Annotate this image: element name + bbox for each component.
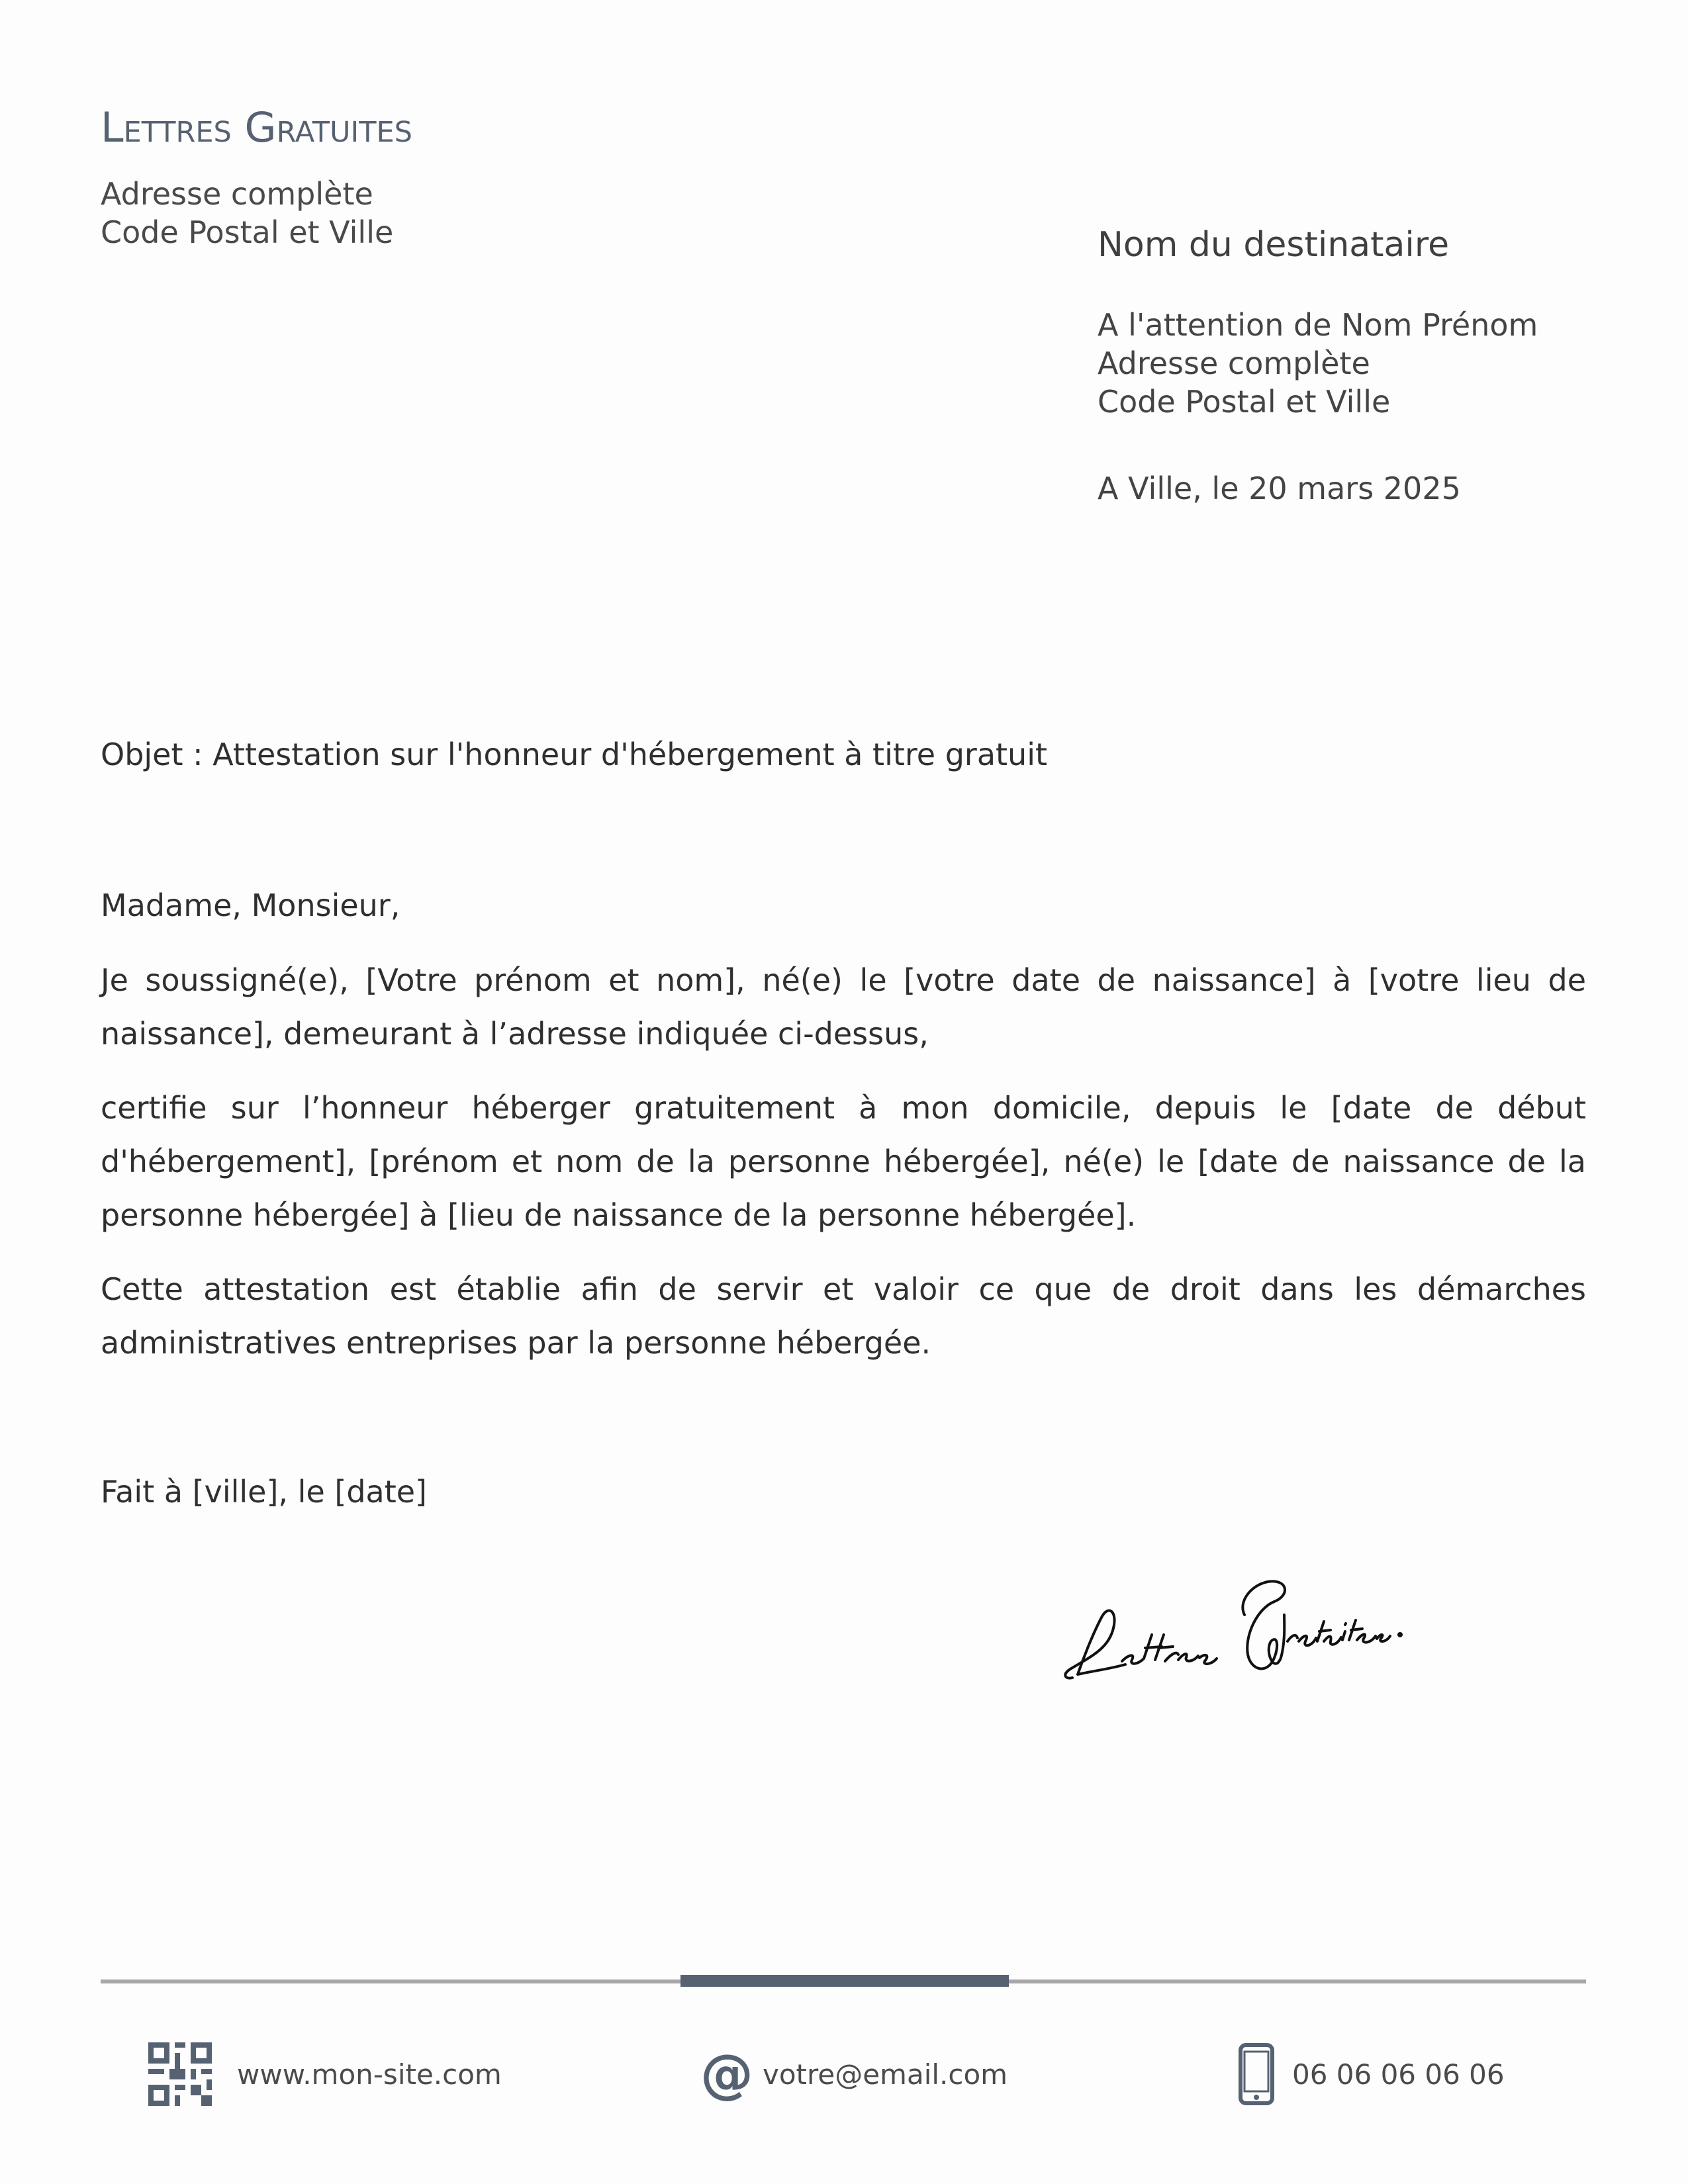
closing-place-date: Fait à [ville], le [date] (101, 1474, 427, 1510)
sender-brand-name: Lettres Gratuites (101, 103, 412, 152)
letter-date: A Ville, le 20 mars 2025 (1098, 471, 1461, 506)
recipient-address: Adresse complète (1098, 345, 1370, 381)
footer-divider-accent (680, 1975, 1009, 1987)
letter-subject: Objet : Attestation sur l'honneur d'hébergement à titre gratuit (101, 737, 1048, 772)
handwritten-signature (1046, 1542, 1417, 1694)
footer-phone-text[interactable]: 06 06 06 06 06 (1292, 2058, 1505, 2091)
smartphone-icon (1238, 2042, 1275, 2106)
body-paragraph-3: Cette attestation est établie afin de servir et valoir ce que de droit dans les démarches administratives entreprises par la personne hébergée. (101, 1271, 1586, 1361)
body-paragraph-2: certifie sur l’honneur héberger gratuitement à mon domicile, depuis le [date de début d'hébergement], [prénom et nom de la personne hébergée], né(e) le [date de naissance de la personne hébergée] à [lieu de naissance de la personne hébergée]. (101, 1090, 1586, 1233)
recipient-attention: A l'attention de Nom Prénom (1098, 307, 1538, 343)
sender-city: Code Postal et Ville (101, 214, 394, 250)
salutation: Madame, Monsieur, (101, 887, 400, 923)
footer-email (700, 2041, 1008, 2107)
footer-phone (1238, 2041, 1505, 2107)
recipient-city: Code Postal et Ville (1098, 384, 1391, 420)
footer-website-text[interactable]: www.mon-site.com (237, 2058, 502, 2091)
body-paragraph-1: Je soussigné(e), [Votre prénom et nom], né(e) le [votre date de naissance] à [votre lieu de naissance], demeurant à l’adresse indiquée ci-dessus, (101, 962, 1586, 1052)
sender-address: Adresse complète (101, 176, 373, 212)
recipient-name: Nom du destinataire (1098, 225, 1450, 265)
footer-website (148, 2041, 502, 2107)
footer-email-text[interactable]: votre@email.com (763, 2058, 1008, 2091)
at-sign-icon: @ (700, 2043, 753, 2105)
qr-code-icon (148, 2042, 212, 2106)
